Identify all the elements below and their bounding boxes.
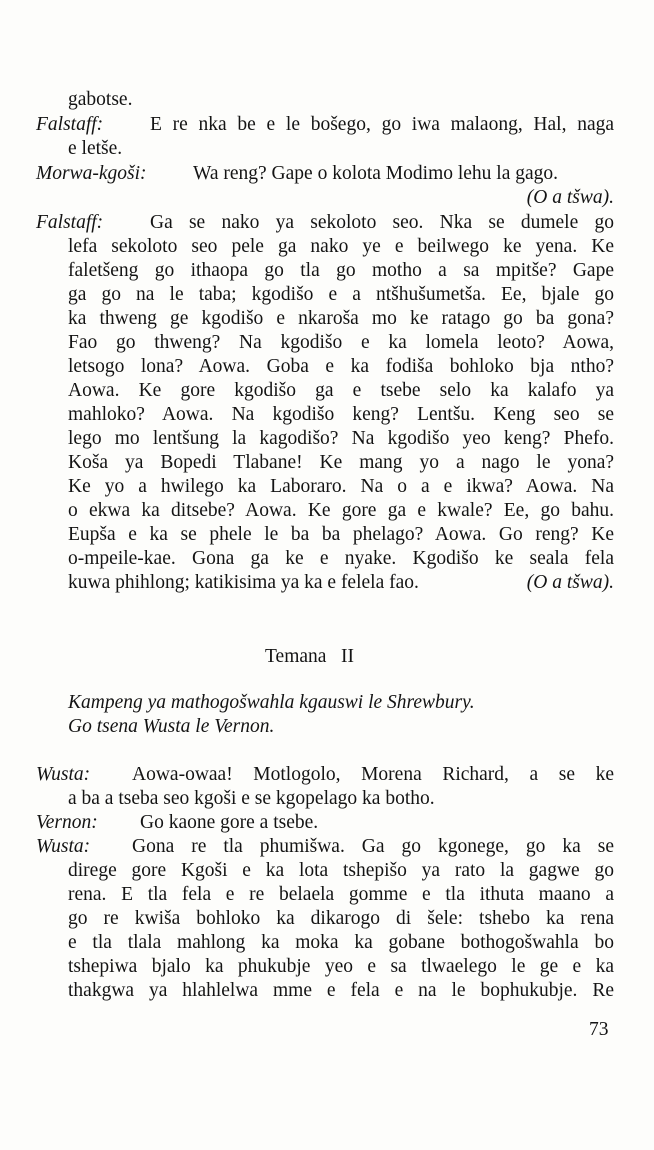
- text-line: mahloko? Aowa. Na kgodišo keng? Lentšu. Keng seo se: [68, 404, 614, 425]
- text-line: Fao go thweng? Na kgodišo e ka lomela leoto? Aowa,: [68, 332, 614, 353]
- dialogue-line: Ga se nako ya sekoloto seo. Nka se dumele go: [150, 212, 614, 233]
- stage-direction: (O a tšwa).: [526, 187, 614, 208]
- scene-description: Go tsena Wusta le Vernon.: [68, 716, 275, 737]
- text-line: Koša ya Bopedi Tlabane! Ke mang yo a nago le yona?: [68, 452, 614, 473]
- text-line: ga go na le taba; kgodišo e a ntšhušumetša. Ee, bjale go: [68, 284, 614, 305]
- speaker-label: Wusta:: [36, 764, 91, 785]
- text-line: Ke yo a hwilego ka Laboraro. Na o a e ikwa? Aowa. Na: [68, 476, 614, 497]
- text-line: lefa sekoloto seo pele ga nako ye e beilwego ke yena. Ke: [68, 236, 614, 257]
- text-line: o ekwa ka ditsebe? Aowa. Ke gore ga e kwale? Ee, go bahu.: [68, 500, 614, 521]
- text-line: thakgwa ya hlahlelwa mme e fela e na le bophukubje. Re: [68, 980, 614, 1001]
- text-line: go re kwiša bohloko ka dikarogo di šele: tshebo ka rena: [68, 908, 614, 929]
- dialogue-line: E re nka be e le bošego, go iwa malaong, Hal, naga: [150, 114, 614, 135]
- scene-description: Kampeng ya mathogošwahla kgauswi le Shrewbury.: [68, 692, 475, 713]
- speaker-label: Falstaff:: [36, 114, 104, 135]
- text-line: ka thweng ge kgodišo e nkaroša mo ke ratago go ba gona?: [68, 308, 614, 329]
- text-line: a ba a tseba seo kgoši e se kgopelago ka botho.: [68, 788, 435, 809]
- page-number: 73: [589, 1019, 609, 1040]
- text-line: Eupša e ka se phele le ba ba phelago? Aowa. Go reng? Ke: [68, 524, 614, 545]
- text-line: tshepiwa bjalo ka phukubje yeo e sa tlwaelego le ge e ka: [68, 956, 614, 977]
- dialogue-line: Aowa-owaa! Motlogolo, Morena Richard, a se ke: [132, 764, 614, 785]
- text-line: lego mo lentšung la kagodišo? Na kgodišo yeo keng? Phefo.: [68, 428, 614, 449]
- stage-direction: (O a tšwa).: [526, 572, 614, 593]
- text-line: gabotse.: [68, 89, 133, 110]
- text-line: Aowa. Ke gore kgodišo ga e tsebe selo ka kalafo ya: [68, 380, 614, 401]
- text-line: e tla tlala mahlong ka moka ka gobane bothogošwahla bo: [68, 932, 614, 953]
- text-line: kuwa phihlong; katikisima ya ka e felela fao.: [68, 572, 419, 593]
- dialogue-line: Gona re tla phumišwa. Ga go kgonege, go ka se: [132, 836, 614, 857]
- speaker-label: Vernon:: [36, 812, 98, 833]
- speaker-label: Falstaff:: [36, 212, 104, 233]
- speaker-label: Morwa-kgoši:: [36, 163, 147, 184]
- scene-title: Temana II: [265, 646, 355, 667]
- speaker-label: Wusta:: [36, 836, 91, 857]
- text-line: direge gore Kgoši e ka lota tshepišo ya rato la gagwe go: [68, 860, 614, 881]
- text-line: faletšeng go ithaopa go tla go motho a sa mpitše? Gape: [68, 260, 614, 281]
- text-line: o-mpeile-kae. Gona ga ke e nyake. Kgodišo ke seala fela: [68, 548, 614, 569]
- text-line: letsogo lona? Aowa. Goba e ka fodiša bohloko bja ntho?: [68, 356, 614, 377]
- text-line: e letše.: [68, 138, 123, 159]
- dialogue-line: Wa reng? Gape o kolota Modimo lehu la gago.: [193, 163, 559, 184]
- text-line: rena. E tla fela e re belaela gomme e tla ithuta maano a: [68, 884, 614, 905]
- dialogue-line: Go kaone gore a tsebe.: [140, 812, 319, 833]
